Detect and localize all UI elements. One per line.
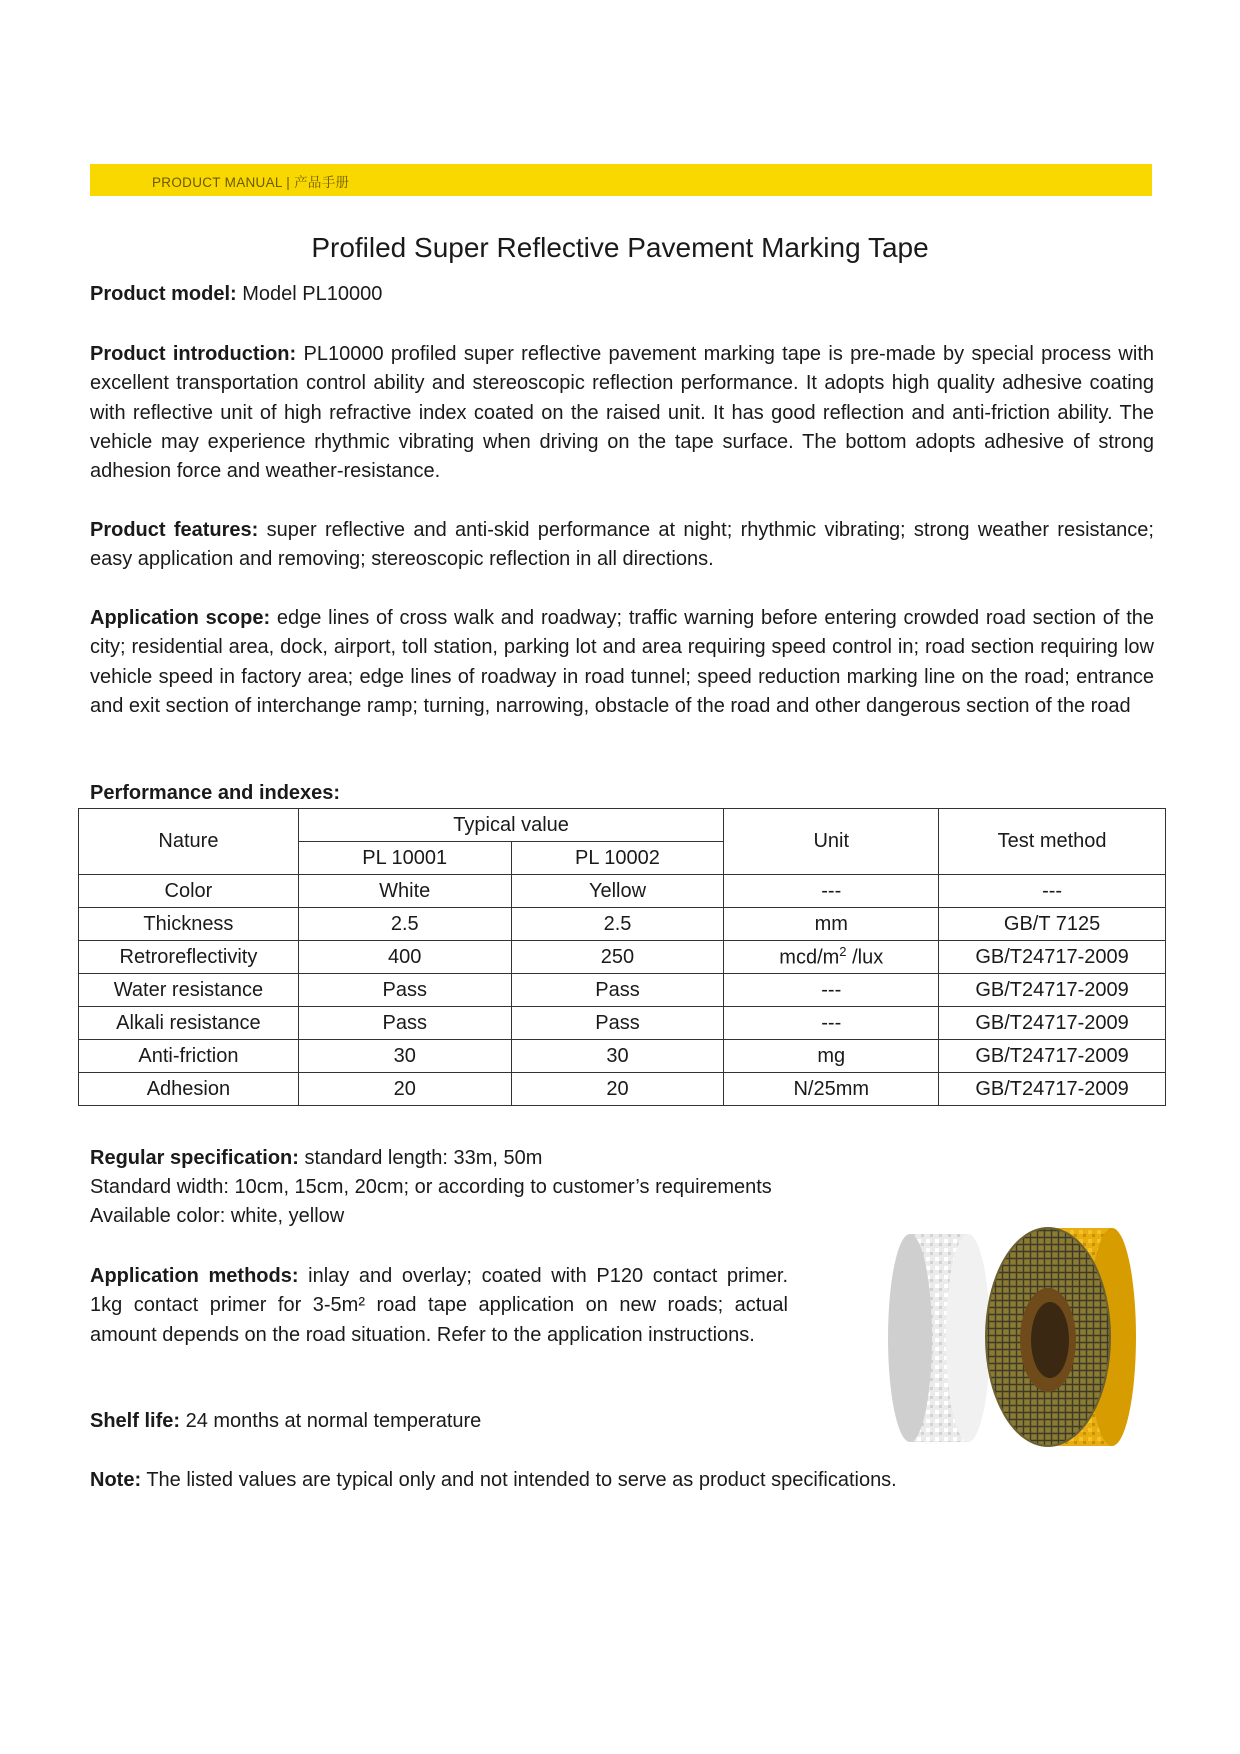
- methods-label: Application methods:: [90, 1265, 299, 1287]
- cell-unit: mg: [724, 1040, 939, 1073]
- introduction-text: PL10000 profiled super reflective pavement marking tape is pre-made by special process with excellent transportation control ability and stereoscopic reflection performance. It adopts high quality adhesive coating with reflective unit of high refractive index coated on the raised unit. It has good reflection and anti-friction ability. The vehicle may experience rhythmic vibrating when driving on the tape surface. The bottom adopts adhesive of strong adhesion force and weather-resistance.: [90, 343, 1154, 483]
- cell-pl10001: Pass: [298, 974, 511, 1007]
- header-typical-value: Typical value: [298, 809, 724, 842]
- cell-nature: Retroreflectivity: [79, 941, 299, 974]
- table-row: [79, 941, 1166, 974]
- header-nature: Nature: [79, 809, 299, 875]
- cell-pl10001: 20: [298, 1073, 511, 1106]
- cell-pl10002: 20: [511, 1073, 724, 1106]
- cell-test-method: GB/T24717-2009: [939, 1073, 1166, 1106]
- cell-pl10002: 30: [511, 1040, 724, 1073]
- specification-label: Regular specification:: [90, 1147, 299, 1169]
- product-model-label: Product model:: [90, 283, 237, 305]
- cell-nature: Water resistance: [79, 974, 299, 1007]
- cell-unit: mcd/$m^2$ /lux: [724, 941, 939, 974]
- cell-unit: ---: [724, 875, 939, 908]
- shelf-life-label: Shelf life:: [90, 1410, 181, 1432]
- cell-nature: Adhesion: [79, 1073, 299, 1106]
- banner-text: PRODUCT MANUAL | 产品手册: [152, 175, 350, 190]
- table-row: [79, 1040, 1166, 1073]
- cell-nature: Thickness: [79, 908, 299, 941]
- page-title: Profiled Super Reflective Pavement Marking Tape: [311, 232, 929, 263]
- application-methods: [90, 1262, 788, 1350]
- cell-pl10002: 2.5: [511, 908, 724, 941]
- product-model: [90, 283, 382, 306]
- note-text: The listed values are typical only and not intended to serve as product specifications.: [146, 1469, 897, 1491]
- cell-pl10002: 250: [511, 941, 724, 974]
- header-unit: Unit: [724, 809, 939, 875]
- cell-nature: Alkali resistance: [79, 1007, 299, 1040]
- shelf-life: [90, 1410, 481, 1433]
- application-scope: [90, 604, 1154, 721]
- cell-test-method: GB/T24717-2009: [939, 1040, 1166, 1073]
- cell-pl10001: 2.5: [298, 908, 511, 941]
- cell-unit: ---: [724, 1007, 939, 1040]
- cell-unit: ---: [724, 974, 939, 1007]
- features-text: super reflective and anti-skid performance at night; rhythmic vibrating; strong weather resistance; easy application and removing; stereoscopic reflection in all directions.: [90, 519, 1154, 571]
- shelf-life-text: 24 months at normal temperature: [185, 1410, 482, 1432]
- cell-test-method: GB/T24717-2009: [939, 1007, 1166, 1040]
- performance-heading: Performance and indexes:: [90, 782, 341, 804]
- note: [90, 1469, 897, 1492]
- header-pl10001: PL 10001: [298, 842, 511, 875]
- cell-pl10002: Pass: [511, 974, 724, 1007]
- note-label: Note:: [90, 1469, 142, 1491]
- cell-pl10001: Pass: [298, 1007, 511, 1040]
- table-row: [79, 908, 1166, 941]
- cell-test-method: ---: [939, 875, 1166, 908]
- header-banner: [90, 164, 1152, 196]
- specification-width: Standard width: 10cm, 15cm, 20cm; or according to customer’s requirements: [90, 1176, 772, 1198]
- features-label: Product features:: [90, 519, 259, 541]
- table-row: [79, 875, 1166, 908]
- specification-color: Available color: white, yellow: [90, 1205, 345, 1227]
- product-model-value: Model PL10000: [242, 283, 383, 305]
- cell-nature: Anti-friction: [79, 1040, 299, 1073]
- table-header-row: [79, 809, 1166, 842]
- cell-pl10001: White: [298, 875, 511, 908]
- cell-pl10002: Yellow: [511, 875, 724, 908]
- cell-pl10002: Pass: [511, 1007, 724, 1040]
- cell-nature: Color: [79, 875, 299, 908]
- methods-text: inlay and overlay; coated with P120 contact primer. 1kg contact primer for 3-5m² road tape application on new roads; actual amount depends on the road situation. Refer to the application instructions.: [90, 1265, 788, 1346]
- product-features: [90, 516, 1154, 575]
- scope-label: Application scope:: [90, 607, 271, 629]
- header-test-method: Test method: [939, 809, 1166, 875]
- specification-length: standard length: 33m, 50m: [304, 1147, 543, 1169]
- header-pl10002: PL 10002: [511, 842, 724, 875]
- cell-test-method: GB/T24717-2009: [939, 974, 1166, 1007]
- cell-unit: N/25mm: [724, 1073, 939, 1106]
- scope-text: edge lines of cross walk and roadway; traffic warning before entering crowded road section of the city; residential area, dock, airport, toll station, parking lot and area requiring speed control in; road section requiring low vehicle speed in factory area; edge lines of roadway in road tunnel; speed reduction marking line on the road; entrance and exit section of interchange ramp; turning, narrowing, obstacle of the road and other dangerous section of the road: [90, 607, 1154, 717]
- cell-unit: mm: [724, 908, 939, 941]
- performance-table: [78, 808, 1166, 1106]
- cell-pl10001: 30: [298, 1040, 511, 1073]
- table-row: [79, 1073, 1166, 1106]
- product-tape-rolls-image: [880, 1220, 1148, 1452]
- cell-test-method: GB/T 7125: [939, 908, 1166, 941]
- regular-specification: [90, 1147, 542, 1170]
- table-row: [79, 1007, 1166, 1040]
- introduction-label: Product introduction:: [90, 343, 297, 365]
- cell-pl10001: 400: [298, 941, 511, 974]
- cell-test-method: GB/T24717-2009: [939, 941, 1166, 974]
- product-introduction: [90, 340, 1154, 486]
- table-row: [79, 974, 1166, 1007]
